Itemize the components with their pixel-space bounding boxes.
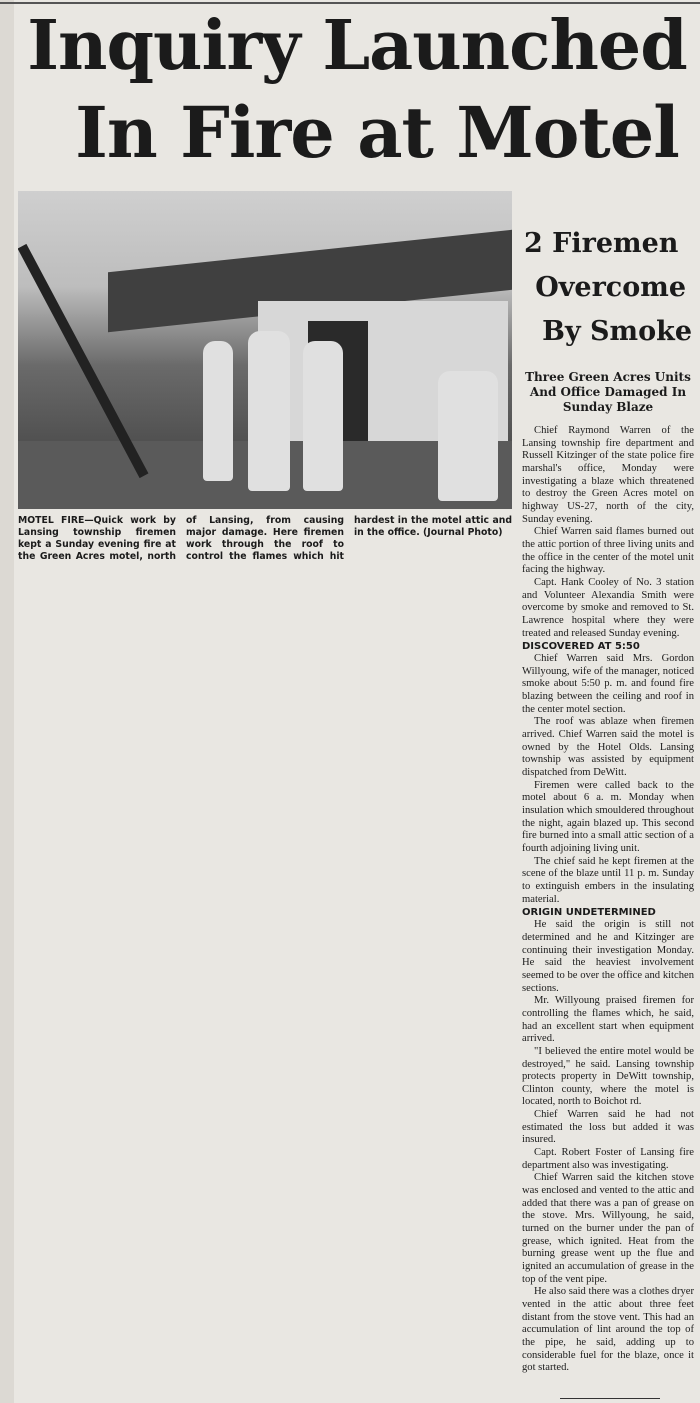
paragraph: Mr. Willyoung praised firemen for controlling the flames which, he said, had an excellent start when equipment arrived. [522, 995, 694, 1045]
photo-fireman [303, 341, 343, 491]
section-heading: ORIGIN UNDETERMINED [522, 907, 656, 919]
paragraph: "I believed the entire motel would be destroyed," he said. Lansing township protects property in DeWitt township, Clinton county, where the motel is located, north to Boichot rd. [522, 1045, 694, 1108]
paragraph: Firemen were called back to the motel about 6 a. m. Monday when insulation which smouldered throughout the night, again blazed up. This second fire burned into a small attic section of a fourth adjoining living unit. [522, 779, 694, 854]
paragraph: Capt. Robert Foster of Lansing fire department also was investigating. [522, 1147, 694, 1171]
photo-fireman [203, 341, 233, 481]
caption-lead: MOTEL FIRE— [18, 515, 94, 526]
subhead-line-1: 2 Firemen [524, 228, 679, 259]
subhead-line-2: Overcome [535, 272, 686, 303]
headline [14, 6, 700, 174]
paragraph: He said the origin is still not determined and he and Kitzinger are continuing their investigation Monday. He said the heaviest involvement seemed to be over the office and kitchen sections. [522, 919, 694, 994]
caption-text: Quick work by Lansing township firemen kept a Sunday evening fire at the Green Acres motel, north of Lansing, from causing major damage. Here firemen work through the roof to control the flames which hit hardest in the motel attic and in the office. (Journal Photo) [18, 515, 512, 562]
photo-fireman [438, 371, 498, 501]
photo-caption [18, 515, 512, 563]
paragraph: Chief Warren said flames burned out the attic portion of three living units and the office in the center of the motel unit facing the highway. [522, 526, 694, 576]
headline-line-1: Inquiry Launched [27, 6, 687, 86]
paragraph: Chief Warren said the kitchen stove was enclosed and vented to the attic and added that there was a pan of grease on the stove. Mrs. Willyoung, he said, turned on the burner under the pan of grease, which ignited. Heat from the burning grease went up the flue and ignited an accumulation of grease in the top of the vent pipe. [522, 1172, 694, 1285]
paragraph: Chief Warren said he had not estimated the loss but added it was insured. [522, 1109, 694, 1146]
paragraph: The chief said he kept firemen at the scene of the blaze until 11 p. m. Sunday to extinguish embers in the insulating material. [522, 855, 694, 905]
subheadline [520, 222, 692, 354]
top-rule [0, 2, 700, 4]
headline-line-2: In Fire at Motel [75, 91, 679, 174]
paragraph: Chief Raymond Warren of the Lansing township fire department and Russell Kitzinger of the state police fire marshal's office, Monday were investigating a blaze which threatened to destroy the Green Acres motel on highway US-27, north of the city, Sunday evening. [522, 425, 694, 525]
deck-headline: Three Green Acres Units And Office Damaged In Sunday Blaze [525, 370, 691, 414]
photo-fireman [248, 331, 290, 491]
section-heading: DISCOVERED AT 5:50 [522, 641, 640, 653]
paragraph: He also said there was a clothes dryer vented in the attic about three feet distant from the stove vent. This had an accumulation of lint around the top of the pipe, he said, adding up to considerable fuel for the blaze, once it got started. [522, 1286, 694, 1374]
adjacent-column-edge [0, 0, 14, 1403]
article-body [522, 425, 694, 1375]
subhead-line-3: By Smoke [542, 316, 692, 347]
paragraph: Chief Warren said Mrs. Gordon Willyoung, wife of the manager, noticed smoke about 5:50 p. m. and found fire blazing between the ceiling and roof in the center motel section. [522, 653, 694, 715]
paragraph: Capt. Hank Cooley of No. 3 station and Volunteer Alexandia Smith were overcome by smoke and removed to St. Lawrence hospital where they were treated and released Sunday evening. [522, 576, 694, 639]
paragraph: The roof was ablaze when firemen arrived. Chief Warren said the motel is owned by the Hotel Olds. Lansing township was assisted by equipment dispatched from DeWitt. [522, 716, 694, 779]
end-rule [560, 1398, 660, 1399]
motel-fire-photo [18, 191, 512, 509]
